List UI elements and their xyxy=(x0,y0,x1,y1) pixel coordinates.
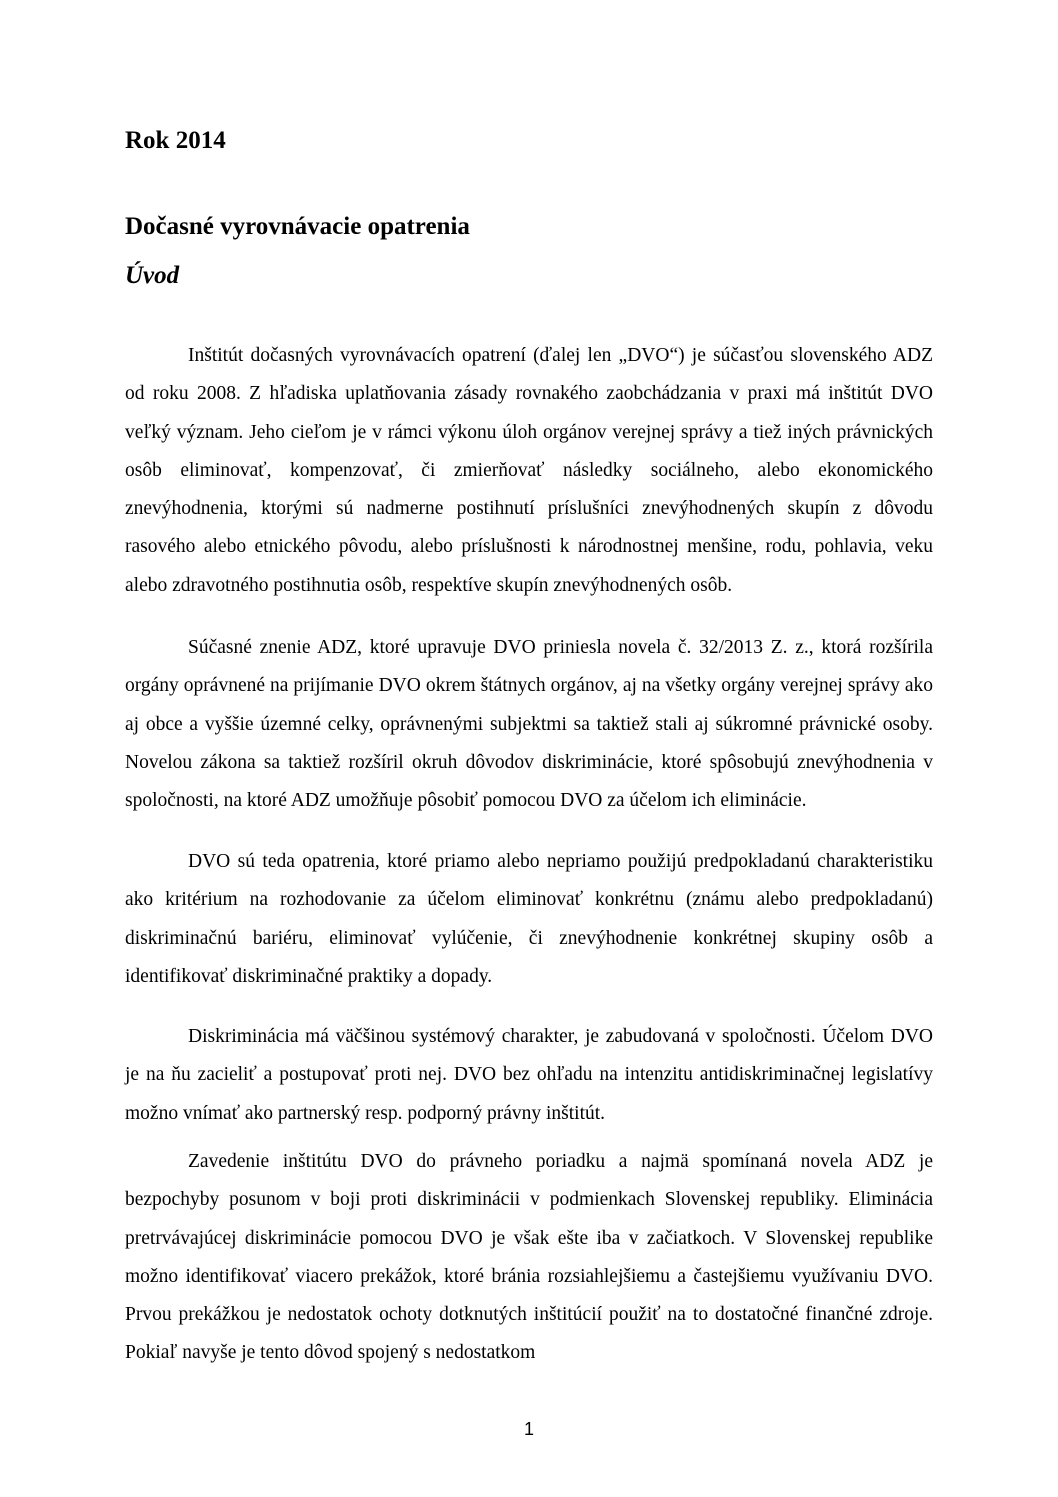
paragraph-systemic: Diskriminácia má väčšinou systémový charakter, je zabudovaná v spoločnosti. Účelom DVO je na ňu zacieliť a postupovať proti nej. DVO bez ohľadu na intenzitu antidiskriminačnej legislatívy možno vnímať ako partnerský resp. podporný právny inštitút. xyxy=(125,1026,933,1124)
paragraph-obstacles: Zavedenie inštitútu DVO do právneho poriadku a najmä spomínaná novela ADZ je bezpochyby posunom v boji proti diskriminácii v podmienkach Slovenskej republiky. Eliminácia pretrvávajúcej diskriminácie pomocou DVO je však ešte iba v začiatkoch. V Slovenskej republike možno identifikovať viacero prekážok, ktoré bránia rozsiahlejšiemu a častejšiemu využívaniu DVO. Prvou prekážkou je nedostatok ochoty dotknutých inštitúcií použiť na to dostatočné finančné zdroje. Pokiaľ navyše je tento dôvod spojený s nedostatkom xyxy=(125,1151,933,1364)
section-heading: Úvod xyxy=(125,262,180,289)
paragraph-intro: Inštitút dočasných vyrovnávacích opatrení (ďalej len „DVO“) je súčasťou slovenského ADZ od roku 2008. Z hľadiska uplatňovania zásady rovnakého zaobchádzania v praxi má inštitút DVO veľký význam. Jeho cieľom je v rámci výkonu úloh orgánov verejnej správy a tiež iných právnických osôb eliminovať, kompenzovať, či zmierňovať následky sociálneho, alebo ekonomického znevýhodnenia, ktorými sú nadmerne postihnutí príslušníci znevýhodnených skupín z dôvodu rasového alebo etnického pôvodu, alebo príslušnosti k národnostnej menšine, rodu, pohlavia, veku alebo zdravotného postihnutia osôb, respektíve skupín znevýhodnených osôb. xyxy=(125,345,933,596)
paragraph-definition: DVO sú teda opatrenia, ktoré priamo alebo nepriamo použijú predpokladanú charakteristiku ako kritérium na rozhodovanie za účelom eliminovať konkrétnu (známu alebo predpokladanú) diskriminačnú bariéru, eliminovať vylúčenie, či znevýhodnenie konkrétnej skupiny osôb a identifikovať diskriminačné praktiky a dopady. xyxy=(125,851,933,987)
paragraph-amendment: Súčasné znenie ADZ, ktoré upravuje DVO priniesla novela č. 32/2013 Z. z., ktorá rozšírila orgány oprávnené na prijímanie DVO okrem štátnych orgánov, aj na všetky orgány verejnej správy ako aj obce a vyššie územné celky, oprávnenými subjektmi sa taktiež stali aj súkromné právnické osoby. Novelou zákona sa taktiež rozšíril okruh dôvodov diskriminácie, ktoré spôsobujú znevýhodnenia v spoločnosti, na ktoré ADZ umožňuje pôsobiť pomocou DVO za účelom ich eliminácie. xyxy=(125,637,933,812)
year-heading: Rok 2014 xyxy=(125,127,226,154)
page-number: 1 xyxy=(523,1419,534,1439)
document-title: Dočasné vyrovnávacie opatrenia xyxy=(125,213,470,240)
